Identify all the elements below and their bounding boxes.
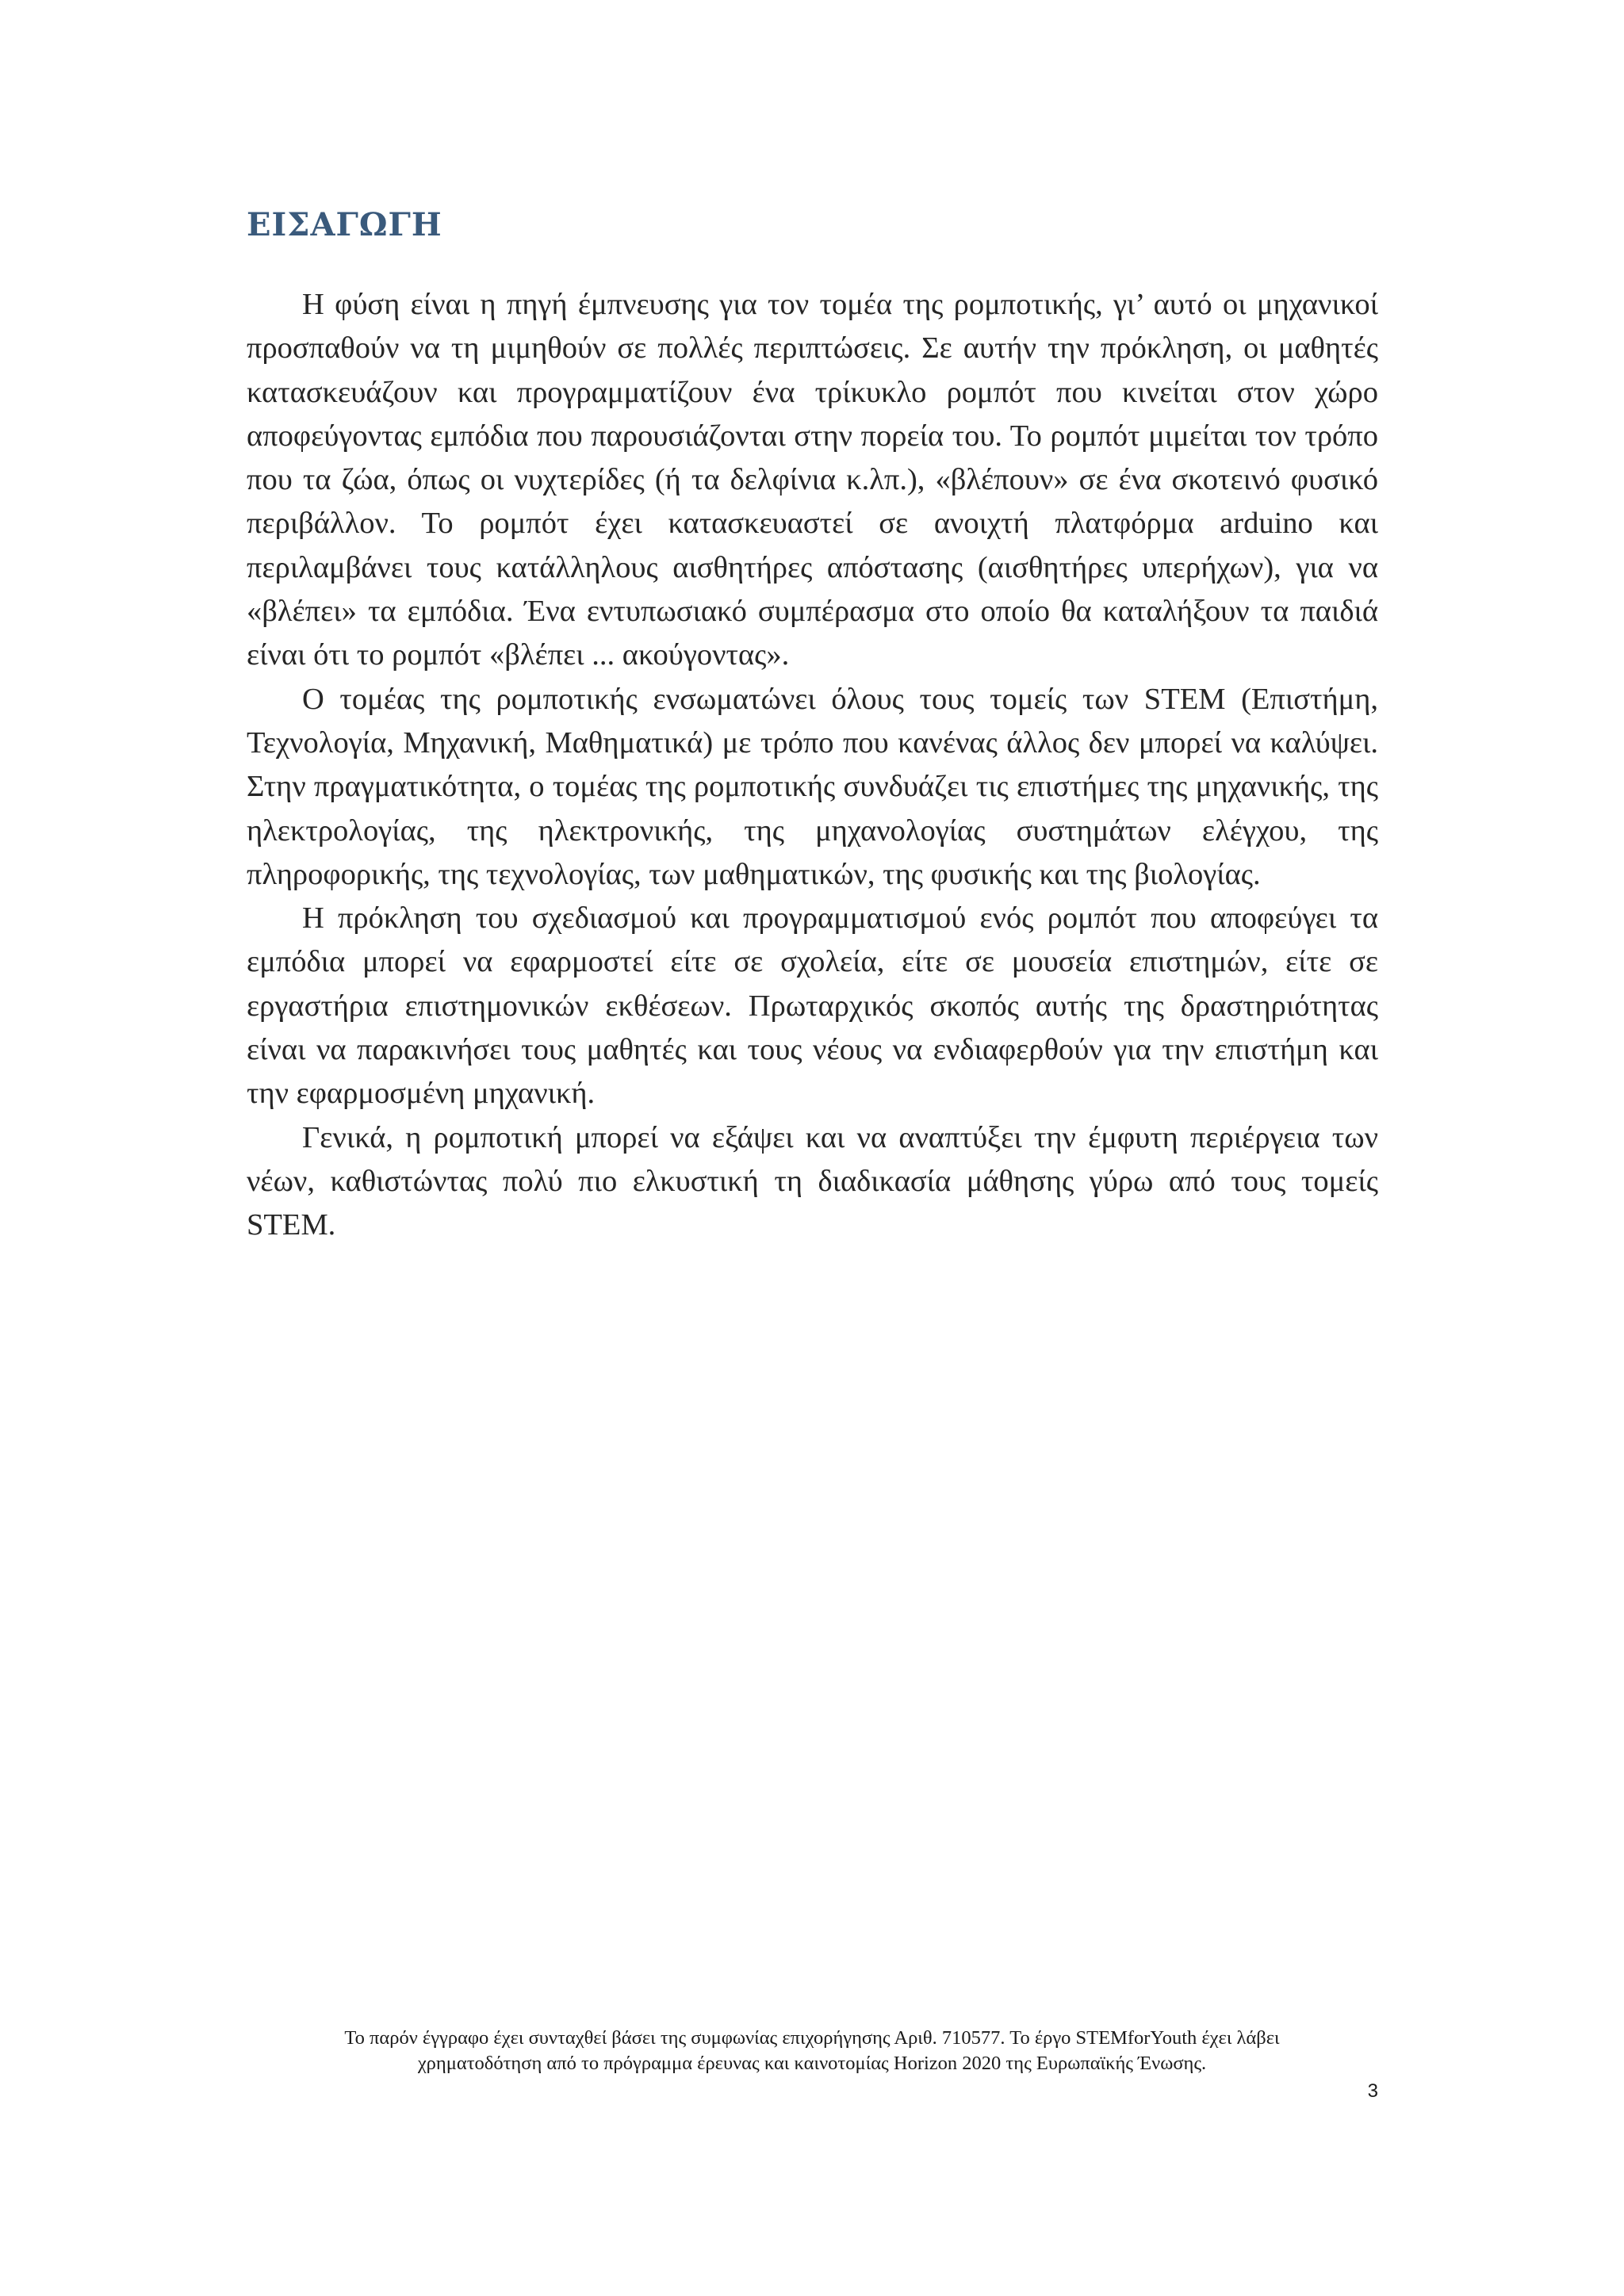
body-text <box>247 283 1378 1248</box>
paragraph: Ο τομέας της ρομποτικής ενσωματώνει όλους τους τομείς των STEM (Επιστήμη, Τεχνολογία, Μηχανική, Μαθηματικά) με τρόπο που κανένας άλλος δεν μπορεί να καλύψει. Στην πραγματικότητα, ο τομέας της ρομποτικής συνδυάζει τις επιστήμες της μηχανικής, της ηλεκτρολογίας, της ηλεκτρονικής, της μηχανολογίας συστημάτων ελέγχου, της πληροφορικής, της τεχνολογίας, των μαθηματικών, της φυσικής και της βιολογίας. <box>247 682 1378 891</box>
page-number: 3 <box>1367 2080 1378 2102</box>
paragraph: Γενικά, η ρομποτική μπορεί να εξάψει και να αναπτύξει την έμφυτη περιέργεια των νέων, καθιστώντας πολύ πιο ελκυστική τη διαδικασία μάθησης γύρω από τους τομείς STEM. <box>247 1120 1378 1242</box>
footer-line: χρηματοδότηση από το πρόγραμμα έρευνας και καινοτομίας Horizon 2020 της Ευρωπαϊκής Ένωσης. <box>417 2053 1207 2074</box>
footer-line: Το παρόν έγγραφο έχει συνταχθεί βάσει της συμφωνίας επιχορήγησης Αριθ. 710577. Το έργο STEMforYouth έχει λάβει <box>344 2027 1280 2049</box>
funding-footer <box>238 2026 1386 2076</box>
paragraph: Η πρόκληση του σχεδιασμού και προγραμματισμού ενός ρομπότ που αποφεύγει τα εμπόδια μπορεί να εφαρμοστεί είτε σε σχολεία, είτε σε μουσεία επιστημών, είτε σε εργαστήρια επιστημονικών εκθέσεων. Πρωταρχικός σκοπός αυτής της δραστηριότητας είναι να παρακινήσει τους μαθητές και τους νέους να ενδιαφερθούν για την επιστήμη και την εφαρμοσμένη μηχανική. <box>247 901 1378 1111</box>
section-heading: ΕΙΣΑΓΩΓΗ <box>247 206 442 243</box>
paragraph: Η φύση είναι η πηγή έμπνευσης για τον τομέα της ρομποτικής, γι’ αυτό οι μηχανικοί προσπαθούν να τη μιμηθούν σε πολλές περιπτώσεις. Σε αυτήν την πρόκληση, οι μαθητές κατασκευάζουν και προγραμματίζουν ένα τρίκυκλο ρομπότ που κινείται στον χώρο αποφεύγοντας εμπόδια που παρουσιάζονται στην πορεία του. Το ρομπότ μιμείται τον τρόπο που τα ζώα, όπως οι νυχτερίδες (ή τα δελφίνια κ.λπ.), «βλέπουν» σε ένα σκοτεινό φυσικό περιβάλλον. Το ρομπότ έχει κατασκευαστεί σε ανοιχτή πλατφόρμα arduino και περιλαμβάνει τους κατάλληλους αισθητήρες απόστασης (αισθητήρες υπερήχων), για να «βλέπει» τα εμπόδια. Ένα εντυπωσιακό συμπέρασμα στο οποίο θα καταλήξουν τα παιδιά είναι ότι το ρομπότ «βλέπει ... ακούγοντας». <box>247 288 1378 672</box>
